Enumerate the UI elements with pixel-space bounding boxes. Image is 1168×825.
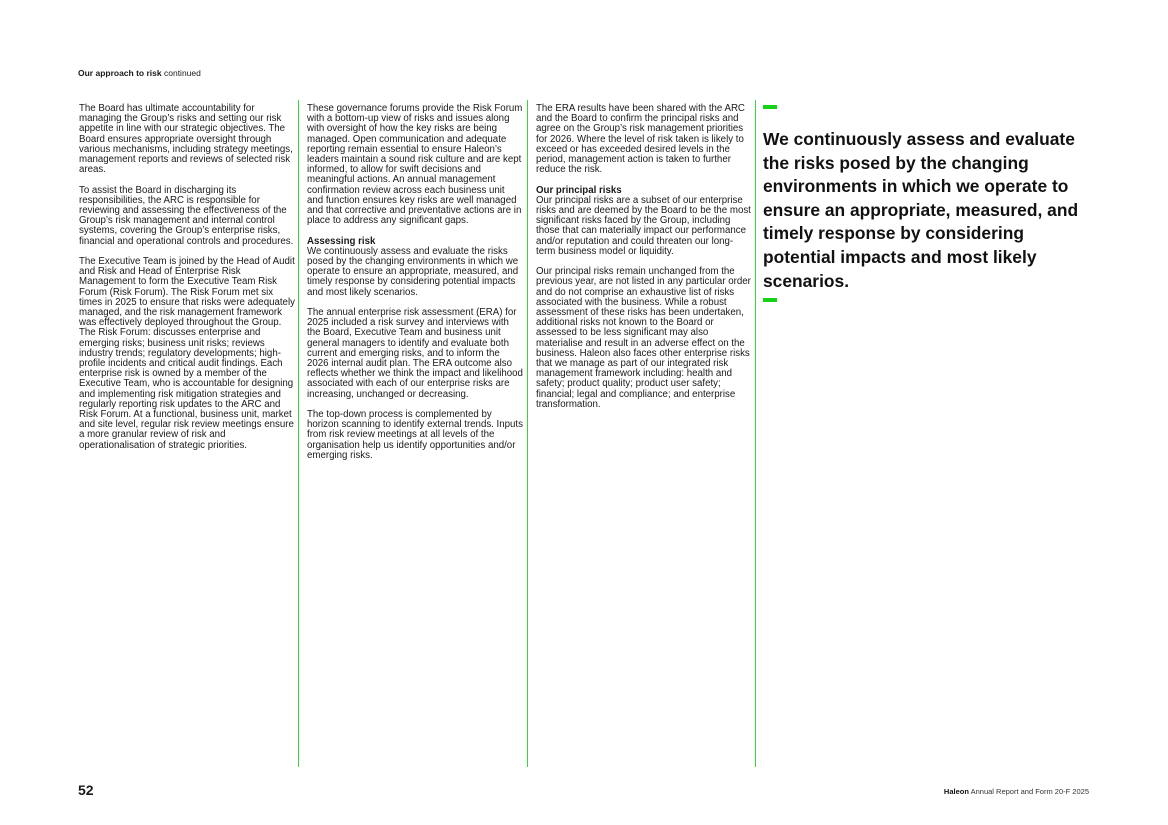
paragraph: These governance forums provide the Risk Forum with a bottom-up view of risks and issues along with oversight of how the key risks are being managed. Open communication and adequate reporting remain essential to ensure Haleon’s leaders maintain a sound risk culture and are kept informed, to allow for swift decisions and meaningful actions. An annual management confirmation review across each business unit and function ensures key risks are well managed and that corrective and preventative actions are in place to address any significant gaps. [307,103,523,227]
subheading-principal-risks: Our principal risks [536,184,622,196]
paragraph: The top-down process is complemented by horizon scanning to identify external trends. Inputs from risk review meetings at all levels of the organisation help us identify opportunities and/or emerging risks. [307,409,523,461]
text-column-3 [536,104,752,420]
column-divider [527,100,528,767]
paragraph: The annual enterprise risk assessment (ERA) for 2025 included a risk survey and interviews with the Board, Executive Team and business unit general managers to identify and evaluate both current and emerging risks, and to inform the 2026 internal audit plan. The ERA outcome also reflects whether we think the impact and likelihood associated with each of our enterprise risks are increasing, unchanged or decreasing. [307,307,523,400]
paragraph: The ERA results have been shared with the ARC and the Board to confirm the principal risks and agree on the Group’s risk management priorities for 2026. Where the level of risk taken is likely to exceed or has exceeded desired levels in the period, management action is taken to further reduce the risk. [536,103,745,176]
column-divider [755,100,756,767]
page-number: 52 [78,782,94,798]
column-divider [298,100,299,767]
pullquote-accent-top [763,105,777,109]
section-title: Our approach to risk [78,68,162,78]
section-header [78,68,201,78]
paragraph: To assist the Board in discharging its responsibilities, the ARC is responsible for reviewing and assessing the effectiveness of the Group’s risk management and internal control systems, covering the Group’s enterprise risks, financial and operational controls and procedures. [79,184,294,247]
text-column-2 [307,104,523,471]
footer-report-title: Annual Report and Form 20-F 2025 [970,787,1089,796]
paragraph: Our principal risks remain unchanged from the previous year, are not listed in any particular order and do not comprise an exhaustive list of risks associated with the business. While a robust assessment of these risks has been undertaken, additional risks not known to the Board or assessed to be less significant may also materialise and result in an adverse effect on the business. Haleon also faces other enterprise risks that we manage as part of our integrated risk management framework including: health and safety; product quality; product user safety; financial; legal and compliance; and enterprise transformation. [536,266,751,410]
text-column-1 [79,104,295,461]
paragraph: The Executive Team is joined by the Head of Audit and Risk and Head of Enterprise Risk Management to form the Executive Team Risk Forum (Risk Forum). The Risk Forum met six times in 2025 to ensure that risks were adequately managed, and the risk management framework was effectively deployed throughout the Group. The Risk Forum: discusses enterprise and emerging risks; business unit risks; reviews industry trends; regulatory developments; high-profile incidents and critical audit findings. Each enterprise risk is owned by a member of the Executive Team, who is accountable for designing and implementing risk mitigation strategies and regularly reporting risk updates to the ARC and Risk Forum. At a functional, business unit, market and site level, regular risk review meetings ensure a more granular review of risk and operationalisation of strategic priorities. [79,256,295,451]
footer-brand: Haleon [943,787,969,796]
section-title-suffix: continued [163,68,201,78]
paragraph: We continuously assess and evaluate the risks posed by the changing environments in which we operate to ensure an appropriate, measured, and timely response by considering potential impacts and most likely scenarios. [307,245,519,298]
footer-publication [944,787,1089,796]
subheading-assessing-risk: Assessing risk [307,235,376,247]
paragraph: Our principal risks are a subset of our enterprise risks and are deemed by the Board to be the most significant risks faced by the Group, including those that can materially impact our performance and/or reputation and could threaten our long-term business model or liquidity. [536,194,751,257]
pullquote-accent-bottom [763,298,777,302]
paragraph: The Board has ultimate accountability for managing the Group’s risks and setting our risk appetite in line with our strategic objectives. The Board ensures appropriate oversight through various mechanisms, including strategy meetings, management reports and reviews of selected risk areas. [79,103,293,176]
pullquote: We continuously assess and evaluate the risks posed by the changing environments in which we operate to ensure an appropriate, measured, and timely response by considering potential impacts and most likely scenarios. [763,129,1079,291]
